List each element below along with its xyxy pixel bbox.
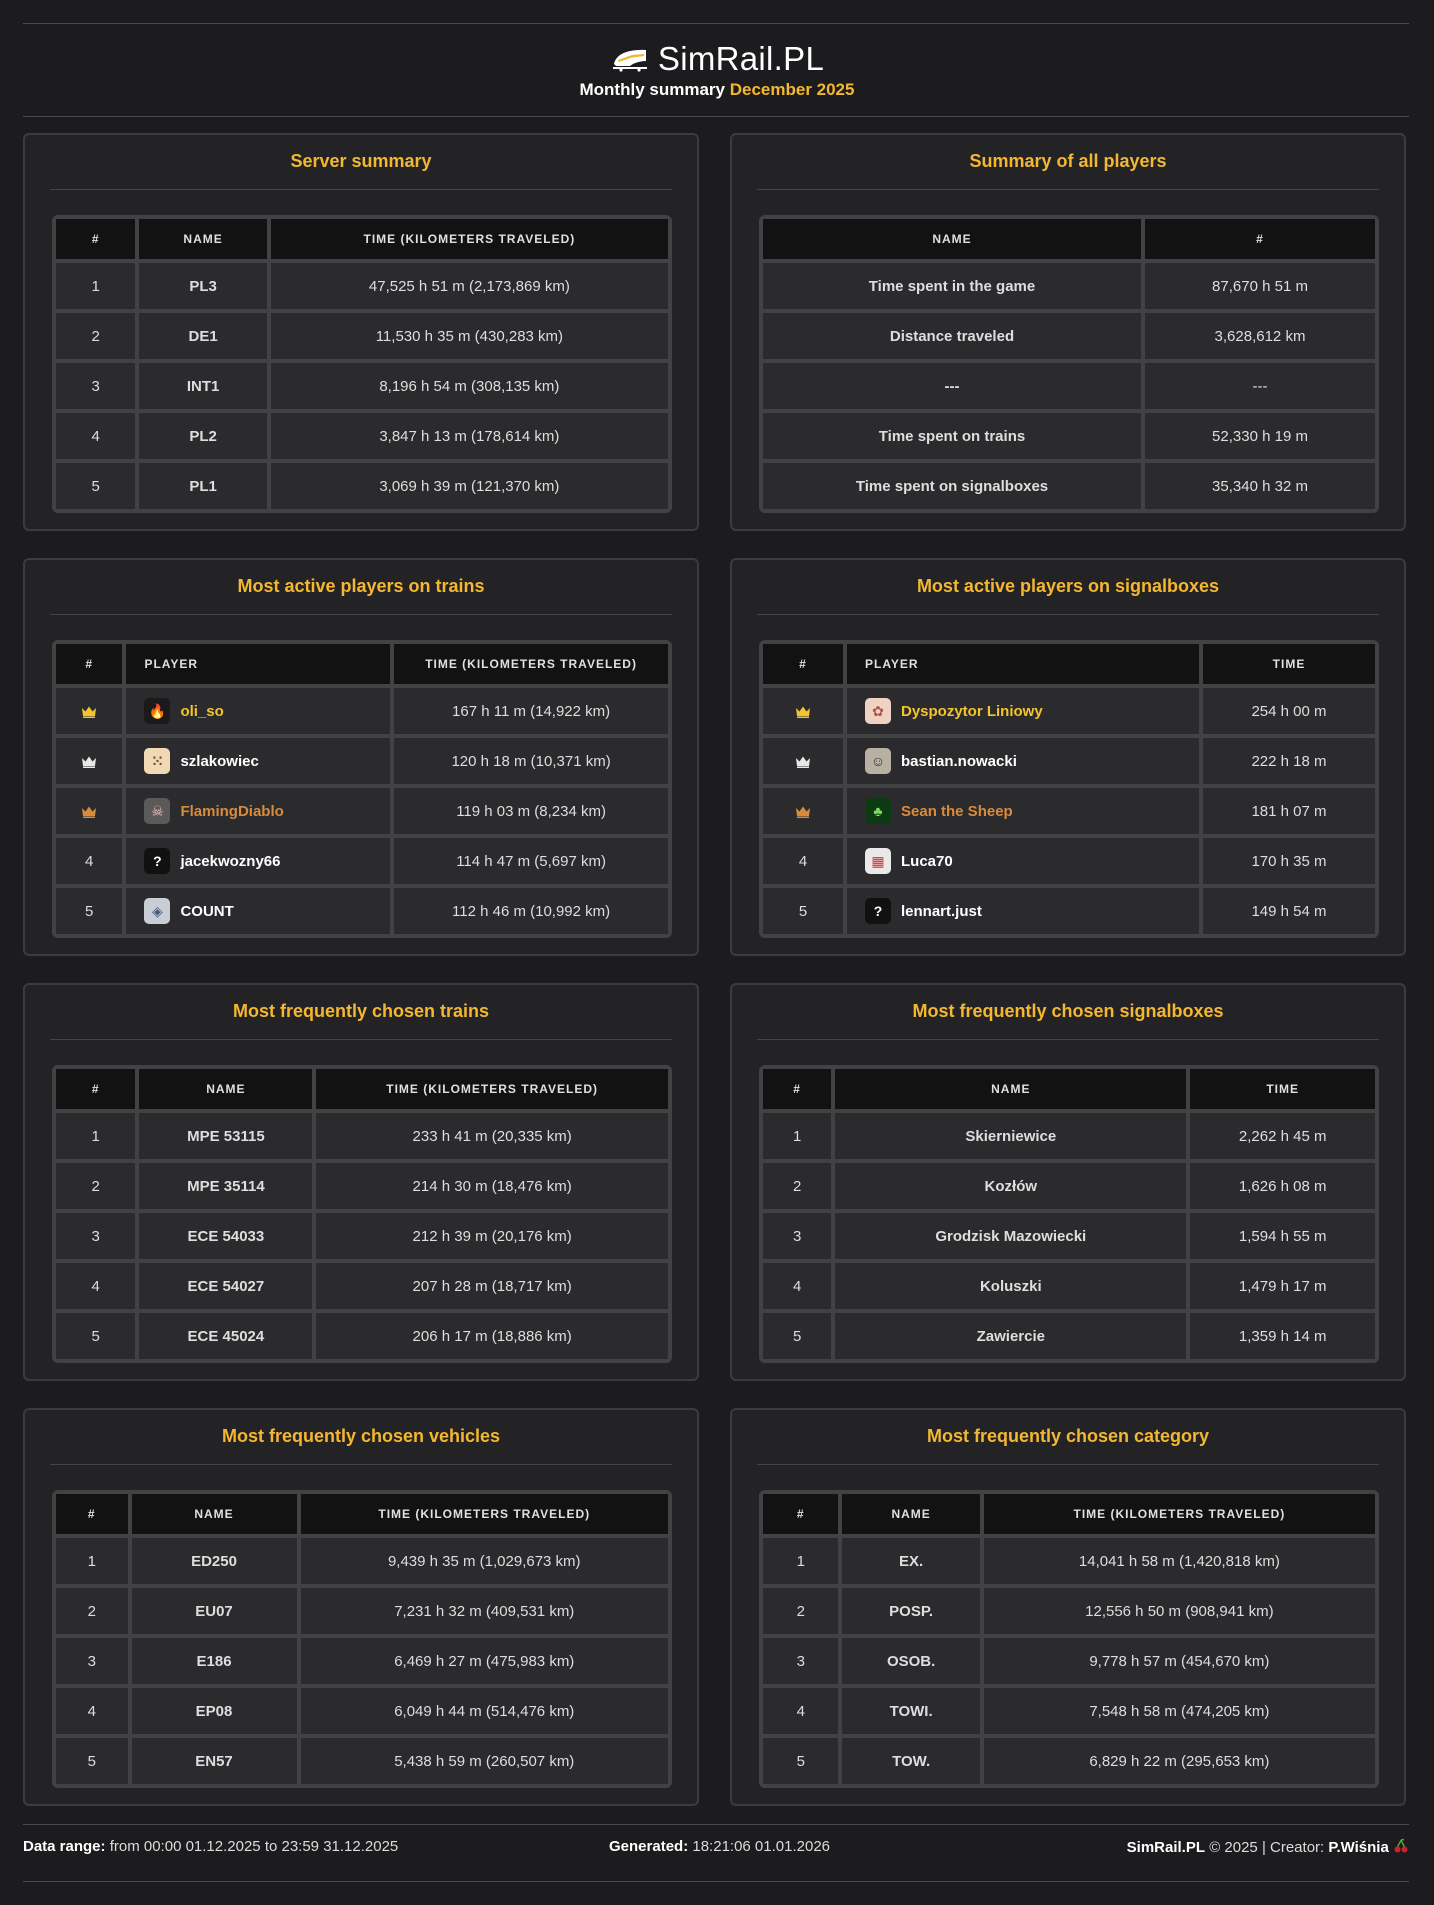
table-cell: 1,594 h 55 m: [1190, 1213, 1375, 1259]
table-row: [56, 738, 668, 784]
table-cell: 7,548 h 58 m (474,205 km): [984, 1688, 1375, 1734]
player-name: oli_so: [180, 702, 224, 720]
column-header: PLAYER: [126, 644, 390, 684]
table-cell: PL3: [139, 263, 266, 309]
rank-cell: [56, 688, 122, 734]
brand-name: SimRail.PL: [657, 40, 825, 77]
table-head: [56, 1494, 668, 1534]
table-cell: 2: [763, 1588, 838, 1634]
table-body: [56, 1113, 668, 1359]
header-divider: [23, 116, 1409, 117]
table-cell: 4: [56, 413, 135, 459]
time-cell: 119 h 03 m (8,234 km): [394, 788, 668, 834]
table-row: [56, 1263, 668, 1309]
table-head: [763, 644, 1375, 684]
player-cell: [126, 788, 390, 834]
generated-value: 18:21:06 01.01.2026: [692, 1838, 831, 1855]
column-header: TIME (KILOMETERS TRAVELED): [316, 1069, 668, 1109]
table-row: [763, 1313, 1375, 1359]
table-cell: 5: [56, 463, 135, 509]
unknown-avatar-icon: ?: [865, 898, 891, 924]
table-head: [763, 219, 1375, 259]
table-body: [56, 1538, 668, 1784]
table-cell: 1: [56, 1538, 128, 1584]
table-row: [763, 1738, 1375, 1784]
header-row: [56, 644, 668, 684]
player-info: [865, 898, 1191, 924]
all-players-card: [730, 133, 1406, 531]
player-name: Luca70: [901, 852, 953, 870]
table-cell: 6,469 h 27 m (475,983 km): [301, 1638, 668, 1684]
table-body: [763, 688, 1375, 934]
column-header: TIME (KILOMETERS TRAVELED): [984, 1494, 1375, 1534]
footer-top-divider: [23, 1824, 1409, 1825]
table-cell: 5,438 h 59 m (260,507 km): [301, 1738, 668, 1784]
subtitle-prefix: Monthly summary: [579, 80, 725, 99]
rank-cell: 4: [56, 838, 122, 884]
table-cell: Skierniewice: [835, 1113, 1186, 1159]
column-header: #: [56, 1494, 128, 1534]
table-cell: EN57: [132, 1738, 297, 1784]
table-row: [56, 1313, 668, 1359]
table-row: [56, 263, 668, 309]
table-cell: MPE 53115: [139, 1113, 312, 1159]
creator-name: P.Wiśnia: [1328, 1839, 1389, 1856]
table-cell: Distance traveled: [763, 313, 1141, 359]
table-cell: 47,525 h 51 m (2,173,869 km): [271, 263, 668, 309]
table-cell: MPE 35114: [139, 1163, 312, 1209]
table-cell: DE1: [139, 313, 266, 359]
player-cell: [847, 738, 1199, 784]
time-cell: 149 h 54 m: [1203, 888, 1375, 934]
table-row: [763, 463, 1375, 509]
server-summary-table: [52, 215, 672, 513]
column-header: NAME: [132, 1494, 297, 1534]
table-row: [763, 888, 1375, 934]
table-head: [763, 1494, 1375, 1534]
table-cell: ---: [763, 363, 1141, 409]
category-table: [759, 1490, 1379, 1788]
rank-cell: [763, 788, 843, 834]
table-cell: 3,847 h 13 m (178,614 km): [271, 413, 668, 459]
table-row: [763, 263, 1375, 309]
table-cell: POSP.: [842, 1588, 979, 1634]
column-header: #: [763, 644, 843, 684]
time-cell: 254 h 00 m: [1203, 688, 1375, 734]
table-cell: 5: [56, 1738, 128, 1784]
player-info: [865, 698, 1191, 724]
table-row: [56, 1638, 668, 1684]
table-row: [763, 1213, 1375, 1259]
table-cell: 1,479 h 17 m: [1190, 1263, 1375, 1309]
player-name: Sean the Sheep: [901, 802, 1013, 820]
player-name: FlamingDiablo: [180, 802, 284, 820]
player-info: [865, 848, 1191, 874]
footer-brand: SimRail.PL: [1126, 1839, 1206, 1856]
table-row: [56, 313, 668, 359]
credits: [1127, 1838, 1409, 1856]
card-title: Most active players on trains: [237, 576, 485, 596]
rank-cell: [763, 738, 843, 784]
table-cell: 3: [56, 363, 135, 409]
card-divider: [50, 614, 672, 615]
table-head: [56, 1069, 668, 1109]
table-cell: 7,231 h 32 m (409,531 km): [301, 1588, 668, 1634]
table-body: [763, 263, 1375, 509]
rank-cell: [763, 688, 843, 734]
time-cell: 120 h 18 m (10,371 km): [394, 738, 668, 784]
header-row: [763, 219, 1375, 259]
table-cell: 4: [763, 1688, 838, 1734]
table-cell: ECE 54033: [139, 1213, 312, 1259]
players-trains-table: [52, 640, 672, 938]
player-info: [865, 748, 1191, 774]
time-cell: 112 h 46 m (10,992 km): [394, 888, 668, 934]
table-row: [763, 1638, 1375, 1684]
column-header: NAME: [139, 219, 266, 259]
table-cell: Grodzisk Mazowiecki: [835, 1213, 1186, 1259]
card-divider: [757, 1464, 1379, 1465]
generated-label: Generated:: [609, 1838, 689, 1855]
bottom-divider: [23, 1881, 1409, 1882]
table-row: [56, 463, 668, 509]
time-cell: 167 h 11 m (14,922 km): [394, 688, 668, 734]
table-cell: TOWI.: [842, 1688, 979, 1734]
column-header: #: [56, 1069, 135, 1109]
table-cell: 1,626 h 08 m: [1190, 1163, 1375, 1209]
column-header: #: [763, 1494, 838, 1534]
table-row: [763, 688, 1375, 734]
table-row: [763, 1163, 1375, 1209]
table-cell: 5: [763, 1738, 838, 1784]
column-header: NAME: [139, 1069, 312, 1109]
column-header: #: [56, 219, 135, 259]
table-cell: 87,670 h 51 m: [1145, 263, 1375, 309]
player-cell: [126, 688, 390, 734]
table-cell: Time spent on signalboxes: [763, 463, 1141, 509]
table-cell: 1: [56, 1113, 135, 1159]
table-body: [763, 1538, 1375, 1784]
header-row: [56, 219, 668, 259]
table-row: [763, 1263, 1375, 1309]
table-cell: Time spent on trains: [763, 413, 1141, 459]
table-cell: Koluszki: [835, 1263, 1186, 1309]
table-row: [56, 838, 668, 884]
table-cell: E186: [132, 1638, 297, 1684]
table-cell: 1: [763, 1538, 838, 1584]
table-row: [763, 1588, 1375, 1634]
table-row: [56, 788, 668, 834]
summary-month: December 2025: [729, 80, 855, 99]
card-divider: [757, 614, 1379, 615]
table-cell: 4: [763, 1263, 831, 1309]
column-header: TIME: [1190, 1069, 1375, 1109]
table-cell: 6,049 h 44 m (514,476 km): [301, 1688, 668, 1734]
header-row: [56, 1069, 668, 1109]
rank-cell: [56, 788, 122, 834]
table-cell: 1: [56, 263, 135, 309]
player-cell: [126, 738, 390, 784]
table-head: [763, 1069, 1375, 1109]
player-info: [144, 898, 382, 924]
generated-info: [609, 1838, 830, 1855]
table-cell: 214 h 30 m (18,476 km): [316, 1163, 668, 1209]
player-cell: [847, 688, 1199, 734]
table-cell: 2: [56, 313, 135, 359]
table-head: [56, 644, 668, 684]
train-logo-icon: [610, 46, 650, 72]
column-header: TIME (KILOMETERS TRAVELED): [271, 219, 668, 259]
table-cell: PL1: [139, 463, 266, 509]
players-trains-card: [23, 558, 699, 956]
skull-avatar-icon: ☠: [144, 798, 170, 824]
card-title: Most frequently chosen signalboxes: [912, 1001, 1224, 1021]
server-summary-card: [23, 133, 699, 531]
table-row: [763, 413, 1375, 459]
player-name: bastian.nowacki: [901, 752, 1017, 770]
column-header: TIME (KILOMETERS TRAVELED): [301, 1494, 668, 1534]
player-cell: [126, 888, 390, 934]
players-signalboxes-card: [730, 558, 1406, 956]
card-divider: [50, 1464, 672, 1465]
player-cell: [847, 788, 1199, 834]
table-row: [763, 1538, 1375, 1584]
card-title: Most frequently chosen trains: [232, 1001, 490, 1021]
table-cell: 2: [56, 1163, 135, 1209]
copyright-text: © 2025 | Creator:: [1209, 1839, 1325, 1856]
table-row: [56, 688, 668, 734]
player-cell: [126, 838, 390, 884]
column-header: TIME: [1203, 644, 1375, 684]
table-cell: 9,439 h 35 m (1,029,673 km): [301, 1538, 668, 1584]
column-header: #: [56, 644, 122, 684]
page-subtitle: [0, 80, 1434, 100]
table-cell: 35,340 h 32 m: [1145, 463, 1375, 509]
crown-icon: [81, 805, 97, 818]
crown-icon: [795, 755, 811, 768]
crown-icon: [81, 755, 97, 768]
vehicles-card: [23, 1408, 699, 1806]
table-cell: 3: [56, 1213, 135, 1259]
table-cell: 3: [763, 1213, 831, 1259]
table-cell: Kozłów: [835, 1163, 1186, 1209]
signalboxes-table: [759, 1065, 1379, 1363]
table-cell: 207 h 28 m (18,717 km): [316, 1263, 668, 1309]
player-cell: [847, 888, 1199, 934]
table-row: [56, 413, 668, 459]
badge-avatar-icon: ◈: [144, 898, 170, 924]
table-cell: 8,196 h 54 m (308,135 km): [271, 363, 668, 409]
table-cell: 4: [56, 1263, 135, 1309]
table-body: [56, 263, 668, 509]
table-cell: 2: [56, 1588, 128, 1634]
unknown-avatar-icon: ?: [144, 848, 170, 874]
signalboxes-card: [730, 983, 1406, 1381]
header-row: [763, 1494, 1375, 1534]
table-row: [56, 1688, 668, 1734]
table-cell: 2: [763, 1163, 831, 1209]
table-row: [763, 738, 1375, 784]
player-cell: [847, 838, 1199, 884]
card-divider: [757, 1039, 1379, 1040]
table-cell: 12,556 h 50 m (908,941 km): [984, 1588, 1375, 1634]
table-cell: 1: [763, 1113, 831, 1159]
header-row: [763, 644, 1375, 684]
data-range-value: from 00:00 01.12.2025 to 23:59 31.12.2025: [109, 1838, 399, 1855]
cherry-icon: [1393, 1838, 1409, 1854]
crown-icon: [795, 805, 811, 818]
table-cell: 4: [56, 1688, 128, 1734]
player-name: lennart.just: [901, 902, 982, 920]
table-row: [56, 888, 668, 934]
table-cell: 52,330 h 19 m: [1145, 413, 1375, 459]
table-row: [56, 1213, 668, 1259]
flame-avatar-icon: 🔥: [144, 698, 170, 724]
table-cell: ED250: [132, 1538, 297, 1584]
card-divider: [757, 189, 1379, 190]
table-cell: ECE 54027: [139, 1263, 312, 1309]
rank-cell: [56, 738, 122, 784]
card-title: Most frequently chosen category: [926, 1426, 1210, 1446]
rank-cell: 5: [763, 888, 843, 934]
card-title: Server summary: [290, 151, 432, 171]
sheep-avatar-icon: ♣: [865, 798, 891, 824]
table-cell: 6,829 h 22 m (295,653 km): [984, 1738, 1375, 1784]
dice-avatar-icon: ⁙: [144, 748, 170, 774]
table-cell: Time spent in the game: [763, 263, 1141, 309]
table-row: [763, 838, 1375, 884]
table-cell: ECE 45024: [139, 1313, 312, 1359]
player-name: Dyspozytor Liniowy: [901, 702, 1043, 720]
column-header: #: [763, 1069, 831, 1109]
column-header: PLAYER: [847, 644, 1199, 684]
table-row: [763, 363, 1375, 409]
table-cell: 3,628,612 km: [1145, 313, 1375, 359]
table-row: [763, 313, 1375, 359]
table-row: [56, 1113, 668, 1159]
card-title: Most active players on signalboxes: [916, 576, 1220, 596]
table-cell: EU07: [132, 1588, 297, 1634]
crown-icon: [795, 705, 811, 718]
header-row: [763, 1069, 1375, 1109]
table-row: [763, 788, 1375, 834]
table-cell: 9,778 h 57 m (454,670 km): [984, 1638, 1375, 1684]
time-cell: 170 h 35 m: [1203, 838, 1375, 884]
table-cell: Zawiercie: [835, 1313, 1186, 1359]
top-divider: [23, 23, 1409, 24]
player-info: [865, 798, 1191, 824]
table-row: [763, 1113, 1375, 1159]
table-cell: 233 h 41 m (20,335 km): [316, 1113, 668, 1159]
table-cell: 11,530 h 35 m (430,283 km): [271, 313, 668, 359]
table-cell: ---: [1145, 363, 1375, 409]
table-cell: 3,069 h 39 m (121,370 km): [271, 463, 668, 509]
table-row: [56, 1588, 668, 1634]
player-name: COUNT: [180, 902, 234, 920]
time-cell: 181 h 07 m: [1203, 788, 1375, 834]
table-row: [763, 1688, 1375, 1734]
column-header: #: [1145, 219, 1375, 259]
column-header: NAME: [842, 1494, 979, 1534]
table-cell: 2,262 h 45 m: [1190, 1113, 1375, 1159]
player-name: szlakowiec: [180, 752, 259, 770]
player-info: [144, 698, 382, 724]
player-info: [144, 848, 382, 874]
header-row: [56, 1494, 668, 1534]
table-cell: 212 h 39 m (20,176 km): [316, 1213, 668, 1259]
column-header: NAME: [763, 219, 1141, 259]
table-cell: 5: [56, 1313, 135, 1359]
table-cell: 1,359 h 14 m: [1190, 1313, 1375, 1359]
rank-cell: 4: [763, 838, 843, 884]
rank-cell: 5: [56, 888, 122, 934]
column-header: TIME (KILOMETERS TRAVELED): [394, 644, 668, 684]
table-cell: 3: [56, 1638, 128, 1684]
table-row: [56, 1163, 668, 1209]
category-card: [730, 1408, 1406, 1806]
table-cell: OSOB.: [842, 1638, 979, 1684]
table-body: [56, 688, 668, 934]
card-title: Summary of all players: [969, 151, 1167, 171]
table-cell: 3: [763, 1638, 838, 1684]
card-title: Most frequently chosen vehicles: [221, 1426, 501, 1446]
table-cell: PL2: [139, 413, 266, 459]
card-divider: [50, 1039, 672, 1040]
data-range-label: Data range:: [23, 1838, 106, 1855]
card-divider: [50, 189, 672, 190]
table-row: [56, 1738, 668, 1784]
player-info: [144, 748, 382, 774]
players-signalboxes-table: [759, 640, 1379, 938]
table-row: [56, 1538, 668, 1584]
time-cell: 114 h 47 m (5,697 km): [394, 838, 668, 884]
time-cell: 222 h 18 m: [1203, 738, 1375, 784]
vehicles-table: [52, 1490, 672, 1788]
table-row: [56, 363, 668, 409]
all-players-table: [759, 215, 1379, 513]
page-header: [0, 40, 1434, 100]
table-cell: TOW.: [842, 1738, 979, 1784]
trains-table: [52, 1065, 672, 1363]
player-info: [144, 798, 382, 824]
table-cell: 14,041 h 58 m (1,420,818 km): [984, 1538, 1375, 1584]
data-range: [23, 1838, 398, 1855]
footer: [23, 1838, 1409, 1858]
calendar-avatar-icon: ▦: [865, 848, 891, 874]
table-cell: 206 h 17 m (18,886 km): [316, 1313, 668, 1359]
table-cell: 5: [763, 1313, 831, 1359]
crown-icon: [81, 705, 97, 718]
table-cell: EX.: [842, 1538, 979, 1584]
trains-card: [23, 983, 699, 1381]
table-cell: INT1: [139, 363, 266, 409]
anime-avatar-icon: ✿: [865, 698, 891, 724]
player-name: jacekwozny66: [180, 852, 281, 870]
brand: [610, 40, 824, 78]
face-avatar-icon: ☺: [865, 748, 891, 774]
table-head: [56, 219, 668, 259]
column-header: NAME: [835, 1069, 1186, 1109]
table-body: [763, 1113, 1375, 1359]
table-cell: EP08: [132, 1688, 297, 1734]
